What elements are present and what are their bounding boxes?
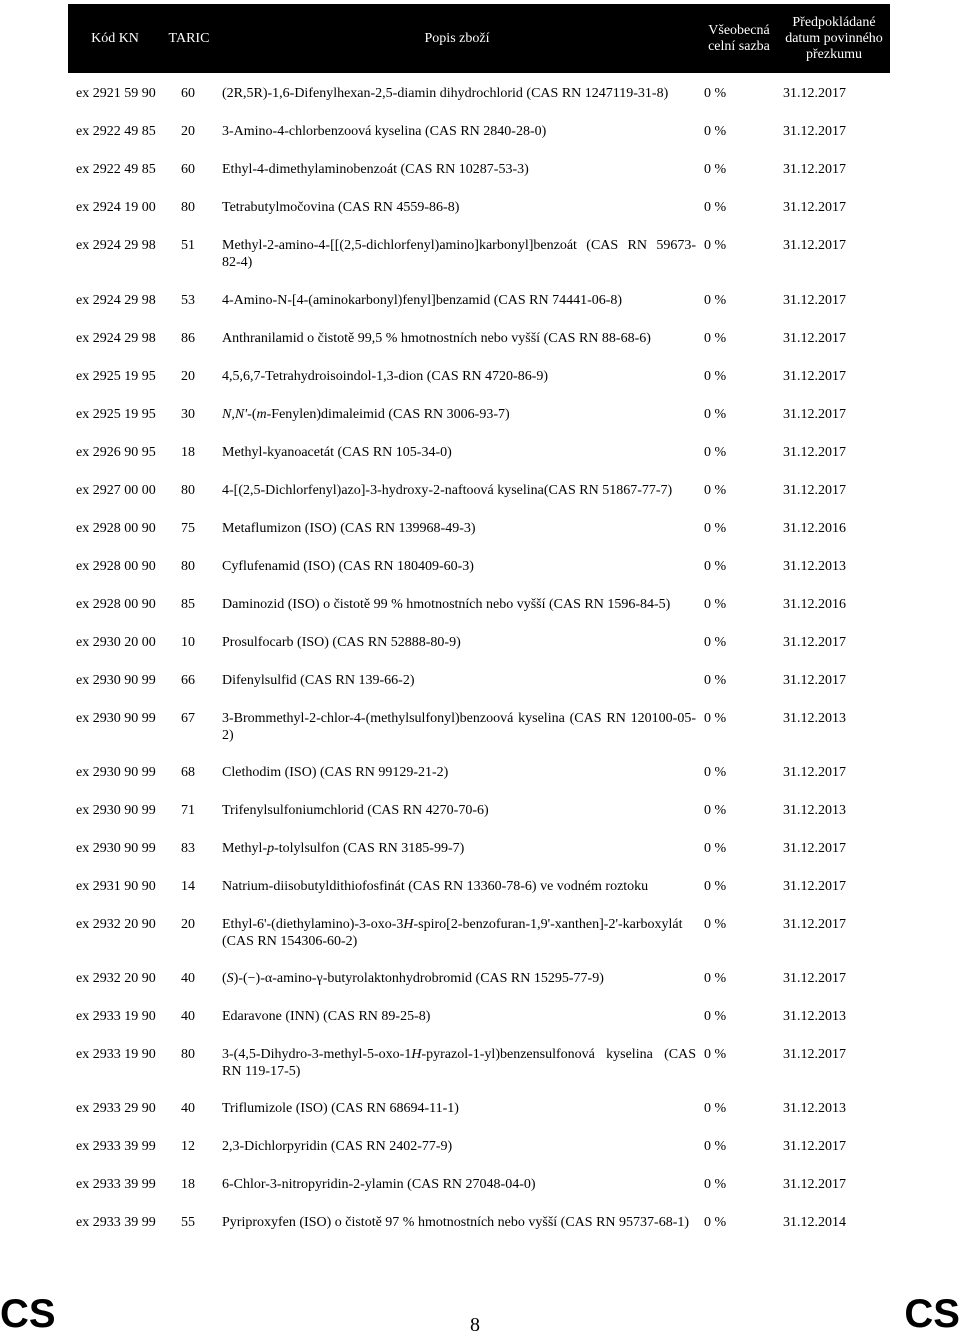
cell-taric: 40: [181, 1101, 195, 1116]
cell-duty: 0 %: [704, 162, 727, 177]
cell-kn: ex 2930 90 99: [76, 711, 156, 726]
cell-kn: ex 2926 90 95: [76, 445, 156, 460]
cell-kn: ex 2925 19 95: [76, 369, 156, 384]
cell-kn: ex 2930 90 99: [76, 841, 156, 856]
cell-kn: ex 2933 29 90: [76, 1101, 156, 1116]
cell-taric: 18: [181, 445, 195, 460]
cell-description: Anthranilamid o čistotě 99,5 % hmotnostních nebo vyšší (CAS RN 88-68-6): [222, 331, 651, 346]
cell-duty: 0 %: [704, 765, 727, 780]
cell-kn: ex 2922 49 85: [76, 124, 156, 139]
cell-kn: ex 2932 20 90: [76, 971, 156, 986]
cell-description: 4-[(2,5-Dichlorfenyl)azo]-3-hydroxy-2-naftoová kyselina(CAS RN 51867-77-7): [222, 483, 673, 498]
cell-review-date: 31.12.2017: [783, 86, 846, 101]
cell-review-date: 31.12.2017: [783, 200, 846, 215]
cell-review-date: 31.12.2017: [783, 445, 846, 460]
cell-kn: ex 2930 20 00: [76, 635, 156, 650]
cell-kn: ex 2930 90 99: [76, 673, 156, 688]
cell-duty: 0 %: [704, 635, 727, 650]
cell-description: Triflumizole (ISO) (CAS RN 68694-11-1): [222, 1101, 459, 1116]
cell-description: Clethodim (ISO) (CAS RN 99129-21-2): [222, 765, 449, 780]
cell-kn: ex 2931 90 90: [76, 879, 156, 894]
cell-review-date: 31.12.2013: [783, 559, 846, 574]
cell-kn: ex 2927 00 00: [76, 483, 156, 498]
header-kn: Kód KN: [91, 30, 139, 46]
cell-duty: 0 %: [704, 917, 727, 932]
cell-duty: 0 %: [704, 971, 727, 986]
cell-duty: 0 %: [704, 521, 727, 536]
header-duty: Všeobecná celní sazba: [708, 22, 770, 54]
cell-description: Trifenylsulfoniumchlorid (CAS RN 4270-70-6): [222, 803, 489, 818]
cell-duty: 0 %: [704, 483, 727, 498]
cell-description: (S)-(−)-α-amino-γ-butyrolaktonhydrobromid (CAS RN 15295-77-9): [222, 971, 604, 986]
cell-kn: ex 2924 19 00: [76, 200, 156, 215]
cell-description: 3-Brommethyl-2-chlor-4-(methylsulfonyl)benzoová kyselina (CAS RN 120100-05-2): [222, 711, 696, 743]
cell-review-date: 31.12.2017: [783, 765, 846, 780]
cell-description: Natrium-diisobutyldithiofosfinát (CAS RN 13360-78-6) ve vodném roztoku: [222, 879, 649, 894]
cell-kn: ex 2930 90 99: [76, 765, 156, 780]
cell-duty: 0 %: [704, 369, 727, 384]
cell-kn: ex 2933 39 99: [76, 1139, 156, 1154]
cell-kn: ex 2930 90 99: [76, 803, 156, 818]
cell-review-date: 31.12.2017: [783, 917, 846, 932]
cell-description: Pyriproxyfen (ISO) o čistotě 97 % hmotnostních nebo vyšší (CAS RN 95737-68-1): [222, 1215, 690, 1230]
cell-kn: ex 2933 19 90: [76, 1047, 156, 1062]
cell-description: Difenylsulfid (CAS RN 139-66-2): [222, 673, 415, 688]
cell-taric: 71: [181, 803, 195, 818]
cell-kn: ex 2922 49 85: [76, 162, 156, 177]
cell-taric: 20: [181, 369, 195, 384]
cell-duty: 0 %: [704, 559, 727, 574]
cell-duty: 0 %: [704, 1215, 727, 1230]
cell-description: 4-Amino-N-[4-(aminokarbonyl)fenyl]benzamid (CAS RN 74441-06-8): [222, 293, 623, 308]
cell-description: 3-Amino-4-chlorbenzoová kyselina (CAS RN 2840-28-0): [222, 124, 547, 139]
cell-duty: 0 %: [704, 711, 727, 726]
cell-description: N,N'-(m-Fenylen)dimaleimid (CAS RN 3006-93-7): [222, 407, 510, 422]
cell-review-date: 31.12.2016: [783, 521, 846, 536]
cell-kn: ex 2928 00 90: [76, 597, 156, 612]
cell-taric: 55: [181, 1215, 195, 1230]
cell-duty: 0 %: [704, 1009, 727, 1024]
cell-kn: ex 2921 59 90: [76, 86, 156, 101]
cell-description: Daminozid (ISO) o čistotě 99 % hmotnostních nebo vyšší (CAS RN 1596-84-5): [222, 597, 671, 612]
cell-taric: 66: [181, 673, 195, 688]
cell-duty: 0 %: [704, 200, 727, 215]
cell-kn: ex 2932 20 90: [76, 917, 156, 932]
cell-taric: 30: [181, 407, 195, 422]
cell-description: 6-Chlor-3-nitropyridin-2-ylamin (CAS RN 27048-04-0): [222, 1177, 536, 1192]
cell-description: Methyl-p-tolylsulfon (CAS RN 3185-99-7): [222, 841, 465, 856]
cell-duty: 0 %: [704, 331, 727, 346]
cell-taric: 80: [181, 559, 195, 574]
cell-taric: 80: [181, 483, 195, 498]
cell-taric: 18: [181, 1177, 195, 1192]
cell-review-date: 31.12.2017: [783, 1047, 846, 1062]
cell-taric: 14: [181, 879, 195, 894]
cell-review-date: 31.12.2017: [783, 1177, 846, 1192]
cell-description: Ethyl-6'-(diethylamino)-3-oxo-3H-spiro[2-benzofuran-1,9'-xanthen]-2'-karboxylát (CAS RN 154306-60-2): [222, 917, 683, 949]
footer-language-left: CS: [0, 1292, 56, 1336]
header-description: Popis zboží: [424, 30, 490, 46]
cell-kn: ex 2924 29 98: [76, 238, 156, 253]
cell-duty: 0 %: [704, 1101, 727, 1116]
cell-review-date: 31.12.2017: [783, 331, 846, 346]
cell-kn: ex 2924 29 98: [76, 331, 156, 346]
cell-duty: 0 %: [704, 1047, 727, 1062]
cell-description: Prosulfocarb (ISO) (CAS RN 52888-80-9): [222, 635, 461, 650]
cell-review-date: 31.12.2014: [783, 1215, 846, 1230]
cell-description: Cyflufenamid (ISO) (CAS RN 180409-60-3): [222, 559, 474, 574]
page-number: 8: [470, 1314, 480, 1336]
cell-duty: 0 %: [704, 597, 727, 612]
header-taric: TARIC: [168, 30, 210, 46]
cell-review-date: 31.12.2017: [783, 483, 846, 498]
cell-taric: 60: [181, 162, 195, 177]
cell-review-date: 31.12.2017: [783, 841, 846, 856]
cell-review-date: 31.12.2017: [783, 369, 846, 384]
cell-taric: 67: [181, 711, 195, 726]
cell-description: Tetrabutylmočovina (CAS RN 4559-86-8): [222, 200, 460, 215]
cell-duty: 0 %: [704, 407, 727, 422]
cell-review-date: 31.12.2017: [783, 407, 846, 422]
cell-review-date: 31.12.2017: [783, 879, 846, 894]
cell-taric: 20: [181, 917, 195, 932]
cell-review-date: 31.12.2017: [783, 293, 846, 308]
cell-kn: ex 2924 29 98: [76, 293, 156, 308]
cell-review-date: 31.12.2013: [783, 1009, 846, 1024]
cell-description: 2,3-Dichlorpyridin (CAS RN 2402-77-9): [222, 1139, 453, 1154]
cell-taric: 75: [181, 521, 195, 536]
cell-duty: 0 %: [704, 1139, 727, 1154]
cell-taric: 40: [181, 971, 195, 986]
cell-kn: ex 2928 00 90: [76, 559, 156, 574]
cell-kn: ex 2933 39 99: [76, 1177, 156, 1192]
footer-language-right: CS: [904, 1292, 960, 1336]
cell-kn: ex 2933 39 99: [76, 1215, 156, 1230]
cell-duty: 0 %: [704, 86, 727, 101]
cell-description: Edaravone (INN) (CAS RN 89-25-8): [222, 1009, 431, 1024]
cell-duty: 0 %: [704, 1177, 727, 1192]
cell-duty: 0 %: [704, 841, 727, 856]
cell-duty: 0 %: [704, 673, 727, 688]
cell-review-date: 31.12.2017: [783, 1139, 846, 1154]
header-review-date: Předpokládané datum povinného přezkumu: [785, 14, 883, 62]
cell-review-date: 31.12.2017: [783, 673, 846, 688]
cell-taric: 80: [181, 1047, 195, 1062]
cell-duty: 0 %: [704, 124, 727, 139]
cell-description: 4,5,6,7-Tetrahydroisoindol-1,3-dion (CAS RN 4720-86-9): [222, 369, 549, 384]
cell-taric: 51: [181, 238, 195, 253]
cell-description: Metaflumizon (ISO) (CAS RN 139968-49-3): [222, 521, 476, 536]
cell-taric: 10: [181, 635, 195, 650]
cell-description: Methyl-2-amino-4-[[(2,5-dichlorfenyl)amino]karbonyl]benzoát (CAS RN 59673-82-4): [222, 238, 696, 270]
cell-taric: 60: [181, 86, 195, 101]
cell-review-date: 31.12.2017: [783, 162, 846, 177]
cell-description: Ethyl-4-dimethylaminobenzoát (CAS RN 10287-53-3): [222, 162, 529, 177]
cell-taric: 85: [181, 597, 195, 612]
cell-kn: ex 2925 19 95: [76, 407, 156, 422]
cell-taric: 20: [181, 124, 195, 139]
cell-review-date: 31.12.2017: [783, 635, 846, 650]
cell-review-date: 31.12.2016: [783, 597, 846, 612]
cell-duty: 0 %: [704, 445, 727, 460]
cell-review-date: 31.12.2013: [783, 1101, 846, 1116]
cell-taric: 86: [181, 331, 195, 346]
cell-review-date: 31.12.2017: [783, 971, 846, 986]
cell-kn: ex 2933 19 90: [76, 1009, 156, 1024]
cell-taric: 12: [181, 1139, 195, 1154]
cell-review-date: 31.12.2017: [783, 124, 846, 139]
cell-duty: 0 %: [704, 293, 727, 308]
cell-description: (2R,5R)-1,6-Difenylhexan-2,5-diamin dihydrochlorid (CAS RN 1247119-31-8): [222, 86, 669, 101]
cell-duty: 0 %: [704, 803, 727, 818]
cell-taric: 68: [181, 765, 195, 780]
cell-duty: 0 %: [704, 879, 727, 894]
cell-review-date: 31.12.2013: [783, 803, 846, 818]
cell-taric: 40: [181, 1009, 195, 1024]
cell-review-date: 31.12.2017: [783, 238, 846, 253]
cell-kn: ex 2928 00 90: [76, 521, 156, 536]
cell-taric: 53: [181, 293, 195, 308]
cell-description: 3-(4,5-Dihydro-3-methyl-5-oxo-1H-pyrazol-1-yl)benzensulfonová kyselina (CAS RN 119-17-5): [222, 1047, 696, 1079]
cell-duty: 0 %: [704, 238, 727, 253]
cell-review-date: 31.12.2013: [783, 711, 846, 726]
cell-taric: 83: [181, 841, 195, 856]
cell-taric: 80: [181, 200, 195, 215]
cell-description: Methyl-kyanoacetát (CAS RN 105-34-0): [222, 445, 452, 460]
